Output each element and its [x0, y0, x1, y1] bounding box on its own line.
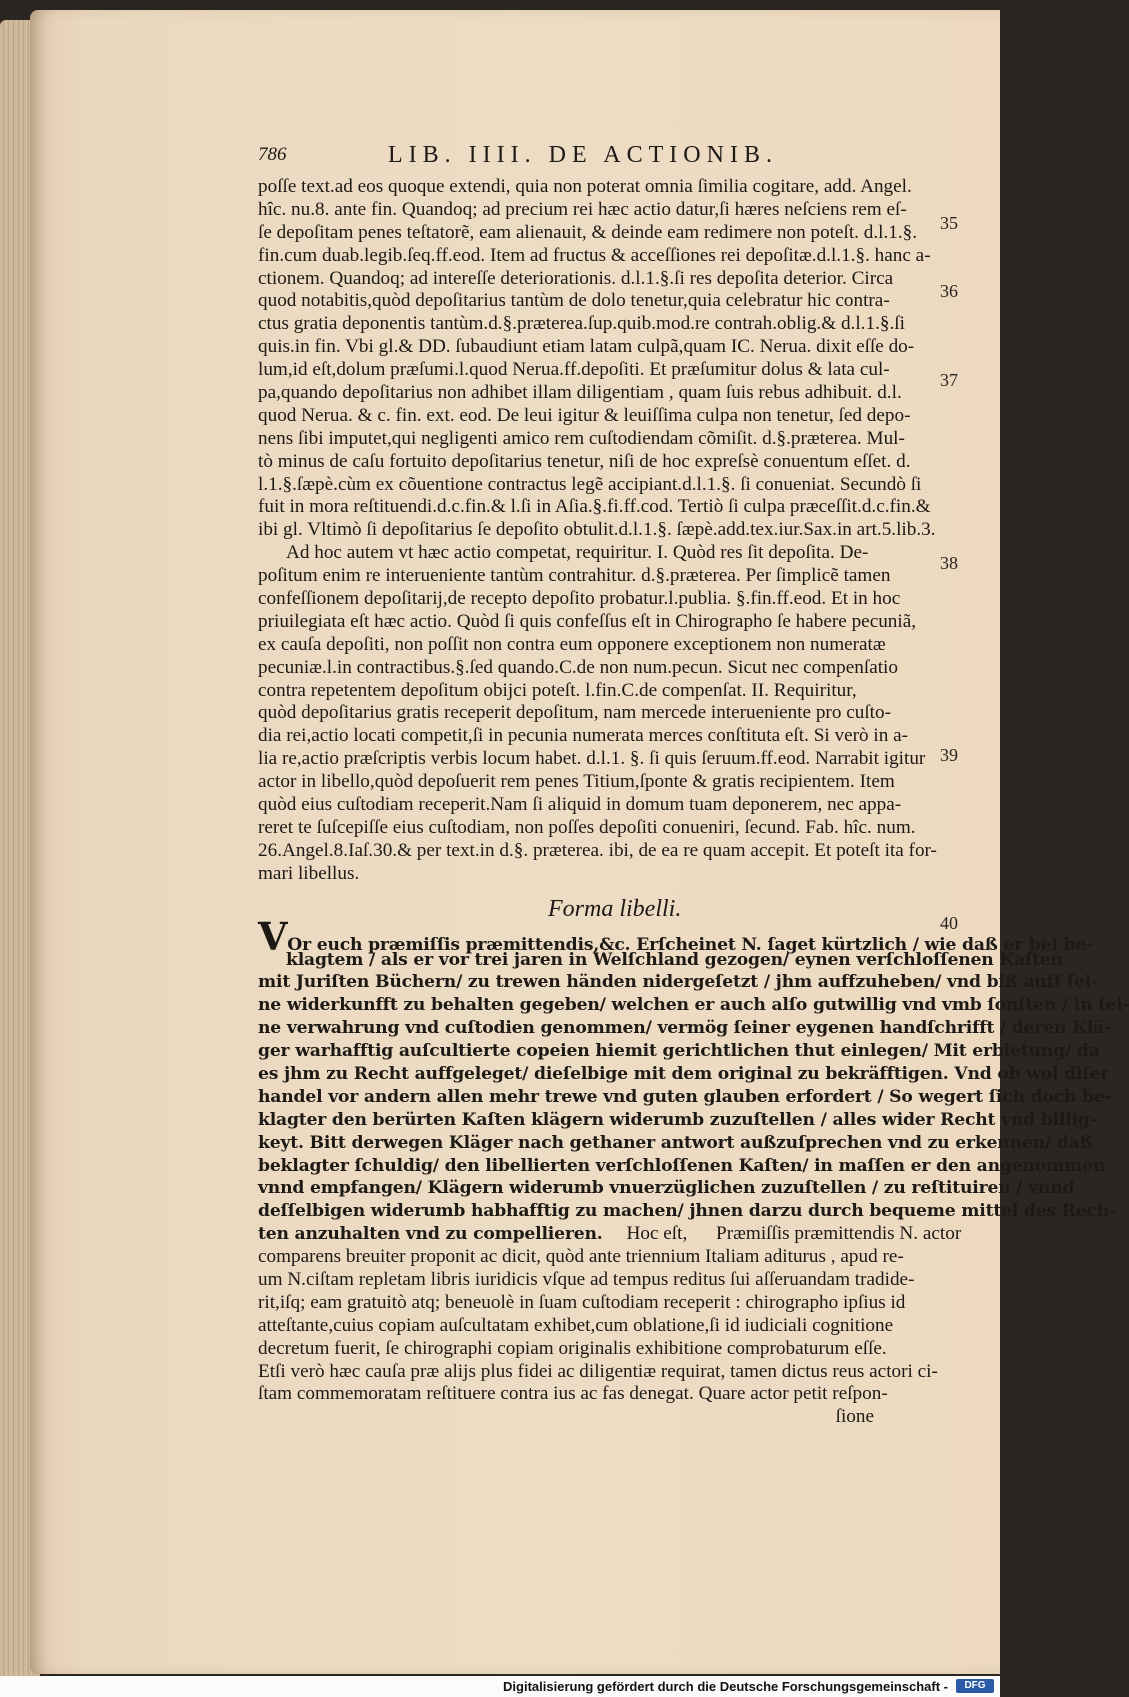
body-line: mari libellus.	[258, 862, 360, 884]
body-line: priuilegiata eſt hæc actio. Quòd ſi quis confeſſus eſt in Chirographo ſe habere pecuniã,	[258, 610, 917, 632]
margin-number: 38	[940, 553, 958, 573]
german-line-text: vnnd empfangen/ Klägern widerumb vnuerzüglichen zuzuſtellen / zu reſtituiren / vnnd	[258, 1178, 1075, 1199]
mixed-line	[258, 1223, 962, 1246]
footer-credit-text: Digitalisierung gefördert durch die Deutsche Forschungsgemeinschaft -	[503, 1679, 948, 1694]
german-line-text: klagter den berürten Kaſten klägern widerumb zuzuſtellen / alles wider Recht vnd billig-	[258, 1109, 1097, 1130]
body-line: nens ſibi imputet,qui negligenti amico rem cuſtodiendam cõmiſit. d.§.præterea. Mul-	[258, 427, 905, 449]
german-line-text: Or euch præmiſſis præmittendis,&c. Erſcheinet N. ſaget kürtzlich / wie daß er bei be-	[287, 934, 1093, 955]
body-line: Ad hoc autem vt hæc actio competat, requiritur. I. Quòd res ſit depoſita. De-	[286, 542, 869, 564]
german-line-text: keyt. Bitt derwegen Kläger nach gethaner antwort außzuſprechen vnd zu erkennen/ daß	[258, 1132, 1093, 1153]
body-line: ſtam commemoratam reſtituere contra ius ac fas denegat. Quare actor petit reſpon-	[258, 1383, 888, 1405]
german-line	[258, 1109, 1097, 1132]
margin-number: 37	[940, 370, 958, 390]
body-line: fuit in mora reſtituendi.d.c.fin.& l.ſi in Aſia.§.fi.ff.cod. Tertiò ſi culpa præceſſit.d.c.fin.&	[258, 496, 931, 518]
body-line: comparens breuiter proponit ac dicit, quòd ante triennium Italiam aditurus , apud re-	[258, 1246, 904, 1268]
german-line	[258, 1177, 1075, 1200]
body-line: ex cauſa depoſiti, non poſſit non contra eum opponere exceptionem non numeratæ	[258, 633, 886, 655]
body-line: quòd eius cuſtodiam receperit.Nam ſi aliquid in domum tuam deponerem, nec appa-	[258, 794, 902, 816]
digitization-footer	[0, 1676, 1000, 1697]
body-line: pa,quando depoſitarius non adhibet illam diligentiam , quam ſuis rebus adhibuit. d.l.	[258, 382, 902, 404]
german-line-text: beklagter ſchuldig/ den libellierten verſchloſſenen Kaſten/ in maſſen er den angenommen	[258, 1155, 1105, 1176]
body-line: Etſi verò hæc cauſa præ alijs plus fidei ac diligentiæ requirat, tamen dictus reus actori ci-	[258, 1360, 938, 1382]
body-line: rit,iſq; eam gratuitò atq; beneuolè in ſuam cuſtodiam receperit : chirographo ipſius id	[258, 1291, 906, 1313]
body-line: poſitum enim re interueniente tantùm contrahitur. d.§.præterea. Per ſimplicẽ tamen	[258, 565, 891, 587]
body-line: lia re,actio præſcriptis verbis locum habet. d.l.1. §. ſi quis ſeruum.ff.eod. Narrabit igitur	[258, 748, 926, 770]
german-line	[258, 971, 1099, 994]
german-line	[258, 949, 1063, 972]
body-line: ibi gl. Vltimò ſi depoſitarius ſe depoſito obtulit.d.l.1.§. ſæpè.add.tex.iur.Sax.in art.5.lib.3.	[258, 519, 936, 541]
body-line: quis.in fin. Vbi gl.& DD. ſubaudiunt etiam latam culpã,quam IC. Nerua. dixit eſſe do-	[258, 336, 915, 358]
latin-line-text: Hoc eſt, Præmiſſis præmittendis N. actor	[602, 1223, 962, 1245]
margin-number: 35	[940, 213, 958, 233]
german-line-text: ten anzuhalten vnd zu compellieren.	[258, 1224, 603, 1245]
german-line-text: ger warhafftig auſcultierte copeien hiemit gerichtlichen thut einlegen/ Mit erbietung/ da	[258, 1041, 1100, 1062]
running-title: LIB. IIII. DE ACTIONIB.	[388, 142, 778, 168]
german-line	[258, 1132, 1093, 1155]
body-line: quod notabitis,quòd depoſitarius tantùm de dolo tenetur,quia celebratur hic contra-	[258, 290, 890, 312]
german-line	[258, 1017, 1112, 1040]
body-line: pecuniæ.l.in contractibus.§.ſed quando.C.de non num.pecun. Sicut nec compenſatio	[258, 656, 898, 678]
german-line-text: handel vor andern allen mehr trewe vnd guten glauben erfordert / So wegert ſich doch be-	[258, 1086, 1112, 1107]
german-line-text: es jhm zu Recht auffgeleget/ dieſelbige mit dem original zu bekräfftigen. Vnd ob wol diſer	[258, 1063, 1110, 1084]
body-line: dia rei,actio locati competit,ſi in pecunia numerata merces conſtituta eſt. Si verò in a-	[258, 725, 909, 747]
dfg-logo-icon: DFG	[956, 1679, 994, 1693]
body-line: hîc. nu.8. ante fin. Quandoq; ad precium rei hæc actio datur,ſi hæres neſciens rem eſ-	[258, 198, 907, 220]
margin-number: 36	[940, 281, 958, 301]
body-line: 26.Angel.8.Iaſ.30.& per text.in d.§. præterea. ibi, de ea re quam accepit. Et poteſt ita for-	[258, 839, 937, 861]
page-number: 786	[258, 144, 287, 165]
body-line: ſe depoſitam penes teſtatorẽ, eam alienauit, & deinde eam redimere non poteſt. d.l.1.§.	[258, 221, 918, 243]
catchword: ſione	[835, 1406, 874, 1428]
german-line	[258, 1200, 1117, 1223]
german-line-text: klagtem / als er vor trei jaren in Welſchland gezogen/ eynen verſchloſſenen Kaſten	[286, 949, 1063, 970]
german-line-text: deſſelbigen widerumb habhafftig zu machen/ jhnen darzu durch bequeme mittel des Rech-	[258, 1201, 1117, 1222]
german-line-text: mit Juriſten Büchern/ zu trewen händen nidergeſetzt / jhm auffzuheben/ vnd biß auff ſei-	[258, 972, 1099, 993]
body-line: fin.cum duab.legib.ſeq.ff.eod. Item ad fructus & acceſſiones rei depoſitæ.d.l.1.§. hanc a-	[258, 244, 931, 266]
body-line: confeſſionem depoſitarij,de recepto depoſito probatur.l.publia. §.fin.ff.eod. Et in hoc	[258, 588, 901, 610]
body-line: lum,id eſt,dolum præſumi.l.quod Nerua.ff.depoſiti. Et præſumitur dolus & lata cul-	[258, 359, 890, 381]
body-line: atteſtante,cuius copiam auſcultatam exhibet,cum oblatione,ſi id iudiciali cognitione	[258, 1314, 894, 1336]
body-line: decretum fuerit, ſe chirographi copiam originalis exhibitione comprobaturum eſſe.	[258, 1337, 887, 1359]
german-line	[258, 1155, 1105, 1178]
body-line: l.1.§.ſæpè.cùm ex cõuentione contractus legẽ accipiant.d.l.1.§. ſi conueniat. Secundò ſi	[258, 473, 922, 495]
body-line: quòd depoſitarius gratis receperit depoſitum, nam mercede interueniente pro cuſto-	[258, 702, 891, 724]
body-line: um N.ciſtam repletam libris iuridicis vſque ad tempus reditus ſui aſſeruandam tradide-	[258, 1268, 915, 1290]
margin-number: 40	[940, 913, 958, 933]
body-line: contra repetentem depoſitum obijci poteſt. l.fin.C.de compenſat. II. Requiritur,	[258, 679, 857, 701]
german-line	[258, 1086, 1112, 1109]
german-line	[258, 1040, 1100, 1063]
margin-number: 39	[940, 745, 958, 765]
german-line	[258, 994, 1129, 1017]
german-line-text: ne verwahrung vnd cuſtodien genommen/ vermög ſeiner eygenen handſchrifft / deren Klä-	[258, 1018, 1112, 1039]
body-line: quod Nerua. & c. fin. ext. eod. De leui igitur & leuiſſima culpa non tenetur, ſed depo-	[258, 404, 911, 426]
running-head	[258, 142, 908, 174]
section-heading: Forma libelli.	[548, 895, 682, 922]
german-line	[258, 1063, 1110, 1086]
body-line: poſſe text.ad eos quoque extendi, quia non poterat omnia ſimilia cogitare, add. Angel.	[258, 176, 912, 197]
body-line: tò minus de caſu fortuito depoſitarius tenetur, niſi de hoc expreſsè conuentum eſſet. d.	[258, 450, 911, 472]
body-line: reret te ſuſcepiſſe eius cuſtodiam, non poſſes depoſiti conueniri, ſecund. Fab. hîc. num.	[258, 816, 916, 838]
body-line: ctionem. Quandoq; ad intereſſe deteriorationis. d.l.1.§.ſi res depoſita deterior. Circa	[258, 267, 894, 289]
german-line-text: ne widerkunfft zu behalten gegeben/ welchen er auch alſo gutwillig vnd vmb ſonſten / in ſei-	[258, 995, 1129, 1016]
body-line: actor in libello,quòd depoſuerit rem penes Titium,ſponte & gratis recipientem. Item	[258, 771, 895, 793]
margin-number-column	[940, 0, 980, 1697]
body-line: ctus gratia deponentis tantùm.d.§.præterea.ſup.quib.mod.re contrah.oblig.& d.l.1.§.ſi	[258, 313, 905, 335]
drop-capital: V	[258, 913, 288, 959]
